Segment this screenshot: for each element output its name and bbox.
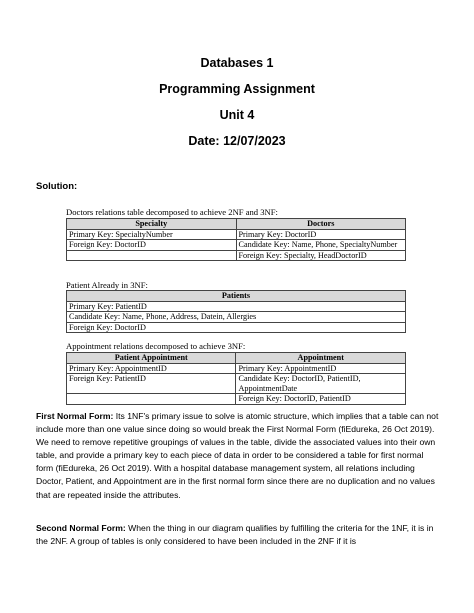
table-cell: Candidate Key: Name, Phone, SpecialtyNumber (236, 240, 406, 251)
table-cell: Foreign Key: DoctorID (67, 322, 406, 333)
table-header-cell: Doctors (236, 219, 406, 230)
table-cell: Primary Key: AppointmentID (67, 363, 236, 374)
table-cell: Foreign Key: DoctorID, PatientID (236, 394, 406, 405)
doc-title: Databases 1 (200, 56, 274, 70)
table-row (67, 363, 406, 374)
doc-subtitle: Programming Assignment (159, 82, 315, 96)
table-row (67, 229, 406, 240)
doctors-caption: Doctors relations table decomposed to achieve 2NF and 3NF: (66, 207, 278, 217)
table-cell: Primary Key: DoctorID (236, 229, 406, 240)
table-row (67, 312, 406, 323)
table-row (67, 394, 406, 405)
table-header-cell: Patients (67, 291, 406, 302)
table-cell: Primary Key: SpecialtyNumber (67, 229, 237, 240)
table-cell: Foreign Key: Specialty, HeadDoctorID (236, 250, 406, 261)
table-header-cell: Appointment (236, 353, 406, 364)
second-normal-form-label: Second Normal Form: (36, 523, 126, 533)
table-cell: Primary Key: PatientID (67, 301, 406, 312)
doc-date: Date: 12/07/2023 (188, 134, 286, 148)
appointment-caption: Appointment relations decomposed to achieve 3NF: (66, 341, 246, 351)
table-header-row (67, 353, 406, 364)
first-normal-form-paragraph (36, 410, 440, 502)
table-cell: Candidate Key: Name, Phone, Address, Datein, Allergies (67, 312, 406, 323)
second-normal-form-paragraph (36, 522, 440, 548)
table-cell: Foreign Key: DoctorID (67, 240, 237, 251)
solution-label: Solution: (36, 181, 78, 192)
table-row (67, 301, 406, 312)
table-row (67, 322, 406, 333)
table-row (67, 374, 406, 394)
patients-table (66, 290, 406, 333)
first-normal-form-text: Its 1NF's primary issue to solve is atomic structure, which implies that a table can not include more than one value since doing so would break the First Normal Form (fiEdureka, 26 Oct 2019). We need to remove repetitive groupings of values in the table, divide the associated values into their own table, and provide a primary key to each piece of data in order to be considered a table for first normal form (fiEdureka, 26 Oct 2019). With a hospital database management system, all relations including Doctor, Patient, and Appointment are in the first normal form since there are no duplication and no values that are repeated inside the attributes. (36, 411, 439, 500)
table-header-cell: Patient Appointment (67, 353, 236, 364)
first-normal-form-label: First Normal Form: (36, 411, 114, 421)
table-row (67, 240, 406, 251)
second-normal-form-text: When the thing in our diagram qualifies by fulfilling the criteria for the 1NF, it is in the 2NF. A group of tables is only considered to have been included in the 2NF if it is (36, 523, 434, 547)
table-cell (67, 250, 237, 261)
doc-unit: Unit 4 (219, 108, 255, 122)
table-cell (67, 394, 236, 405)
appointment-table (66, 352, 406, 405)
table-cell: Primary Key: AppointmentID (236, 363, 406, 374)
table-header-row (67, 291, 406, 302)
doctors-table (66, 218, 406, 261)
table-header-cell: Specialty (67, 219, 237, 230)
patients-caption: Patient Already in 3NF: (66, 280, 148, 290)
table-cell: Foreign Key: PatientID (67, 374, 236, 394)
table-row (67, 250, 406, 261)
table-cell: Candidate Key: DoctorID, PatientID, AppointmentDate (236, 374, 406, 394)
table-header-row (67, 219, 406, 230)
